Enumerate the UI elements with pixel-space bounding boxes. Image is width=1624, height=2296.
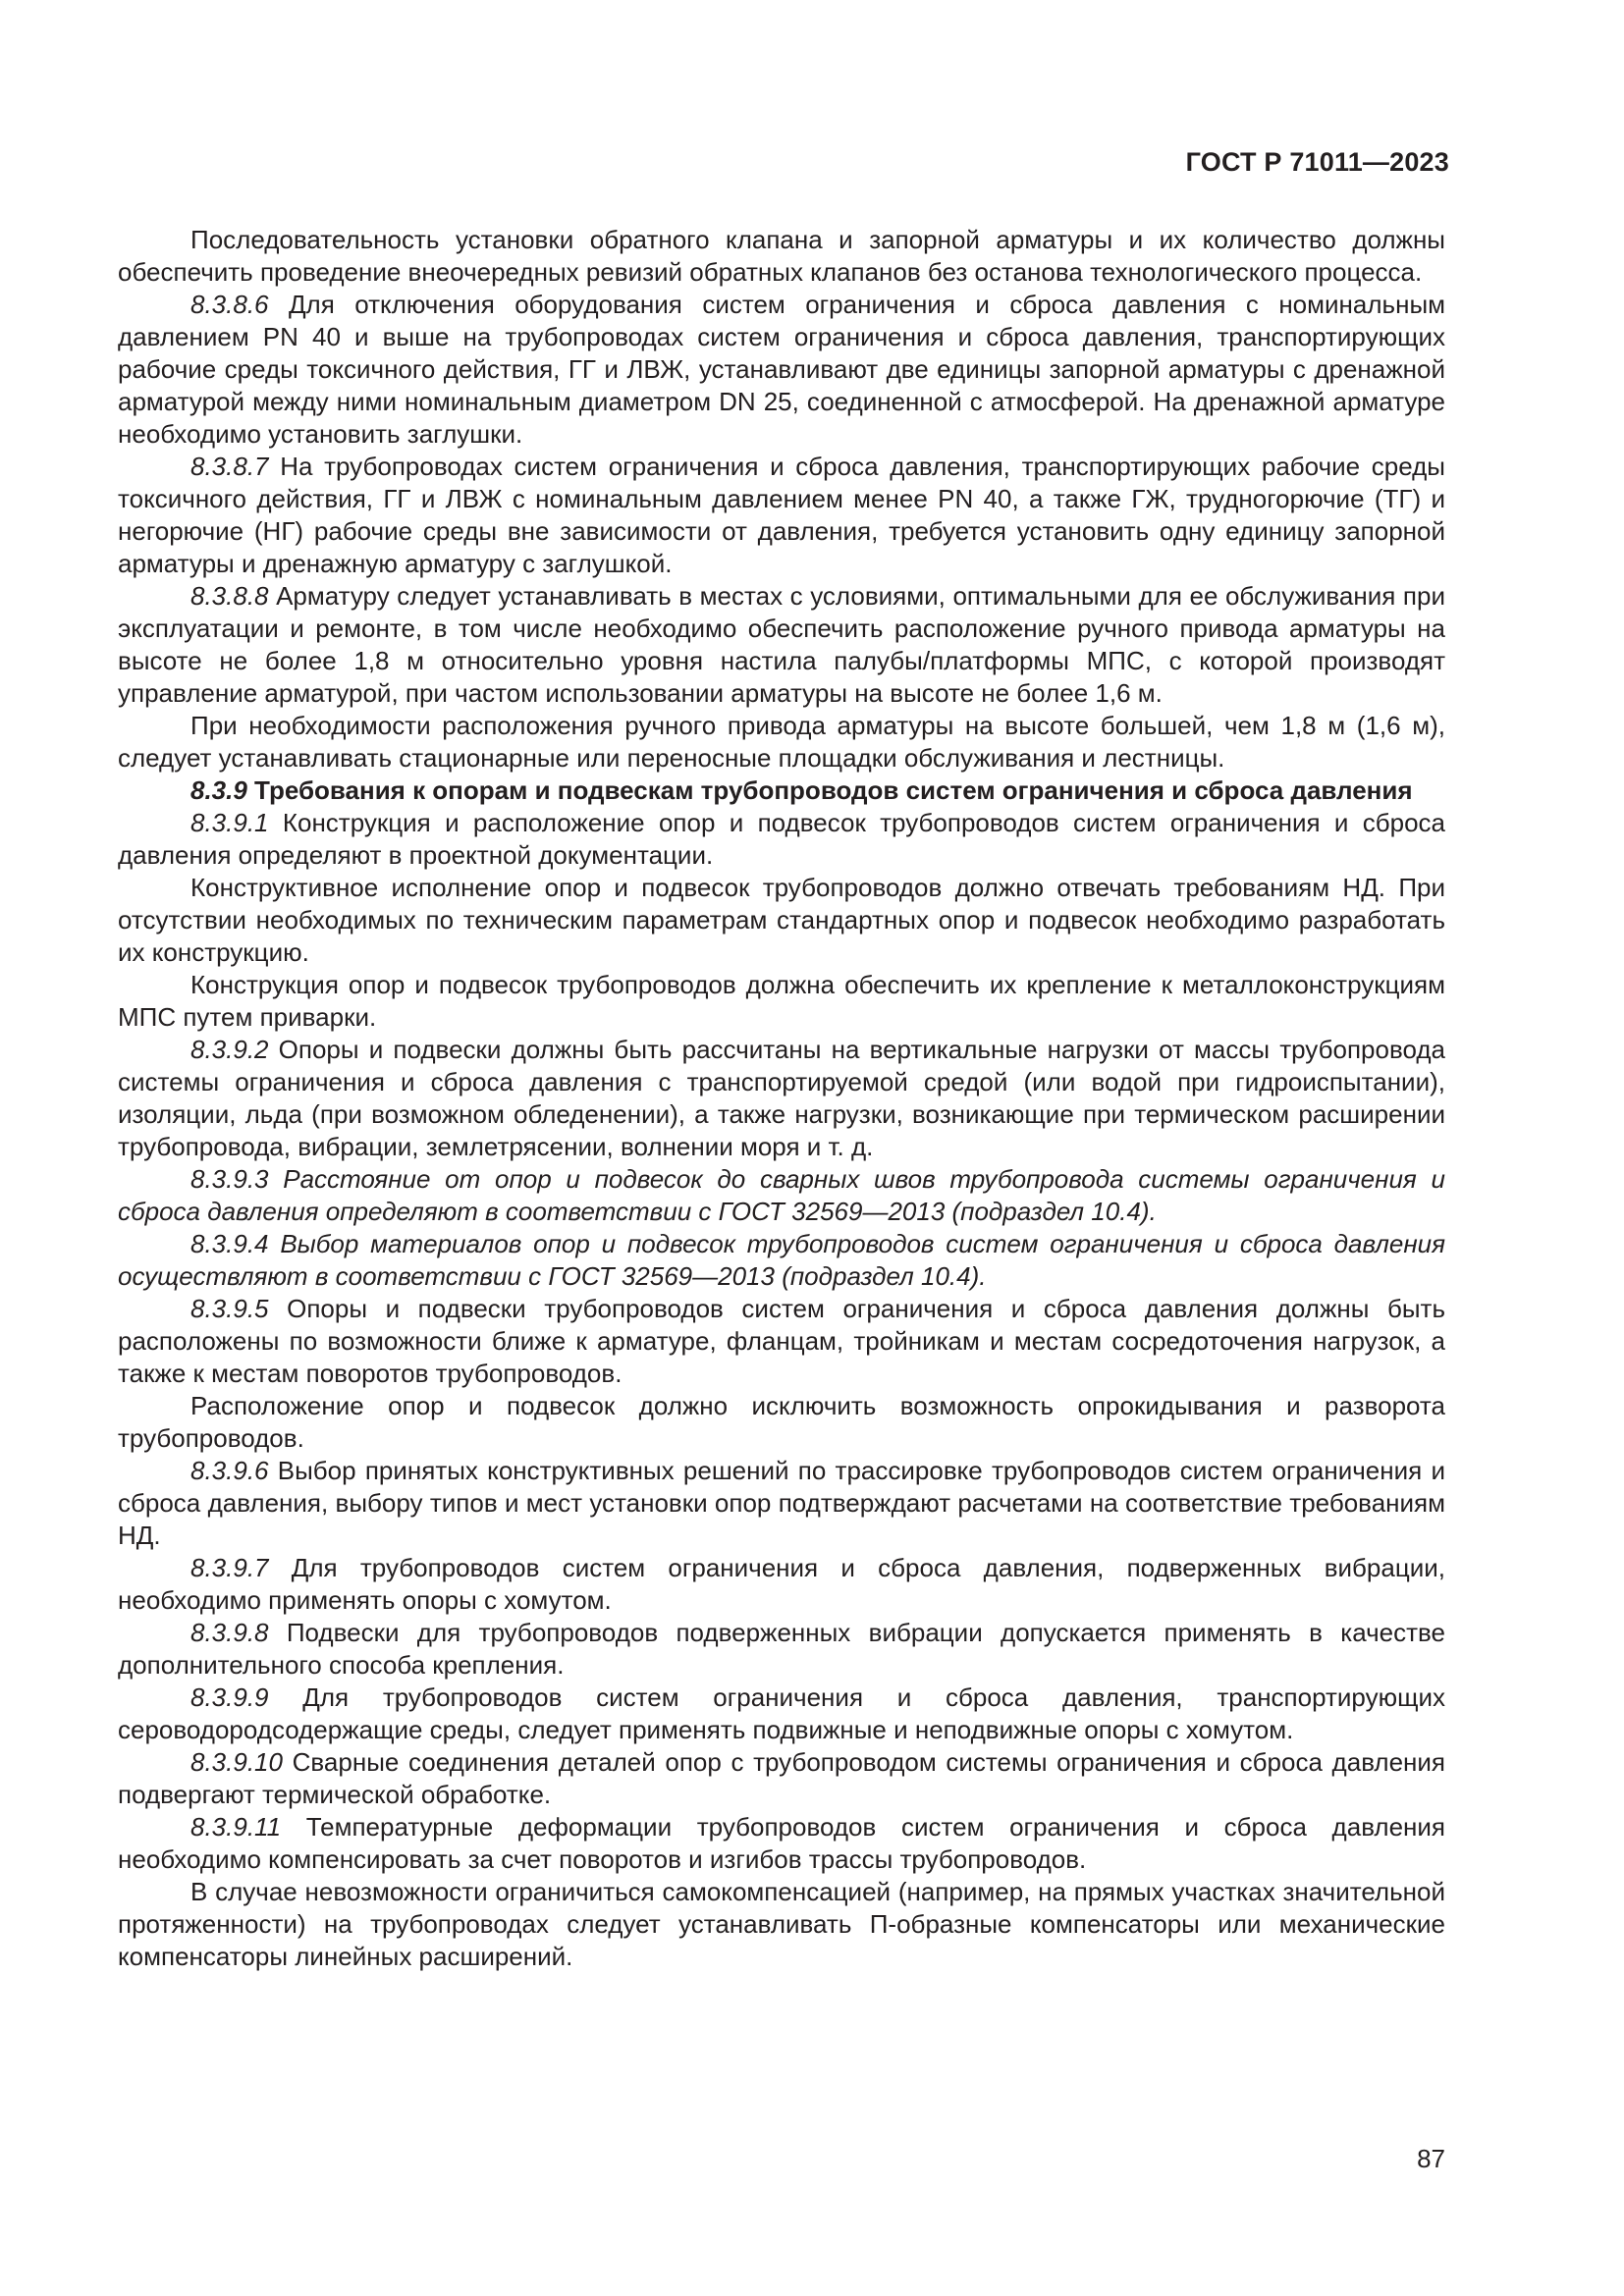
paragraph-text: На трубопроводах систем ограничения и сброса давления, транспортирующих рабочие среды токсичного действия, ГГ и ЛВЖ с номинальным давлением менее PN 40, а также ГЖ, трудногорючие (ТГ) и негорючие (НГ) рабочие среды вне зависимости от давления, требуется установить одну единицу запорной арматуры и дренажную арматуру с заглушкой. — [118, 452, 1445, 578]
paragraph-text: Конструкция и расположение опор и подвесок трубопроводов систем ограничения и сброса давления определяют в проектной документации. — [118, 808, 1445, 870]
paragraph — [118, 969, 1445, 1034]
paragraph — [118, 1034, 1445, 1163]
clause-number: 8.3.9.9 — [190, 1682, 269, 1712]
paragraph — [118, 1811, 1445, 1876]
paragraph — [118, 1390, 1445, 1455]
document-body — [118, 224, 1445, 1973]
clause-number: 8.3.9.3 — [190, 1164, 269, 1194]
paragraph-text: Расстояние от опор и подвесок до сварных швов трубопровода системы ограничения и сброса давления определяют в соответствии с ГОСТ 32569—2013 (подраздел 10.4). — [118, 1164, 1445, 1226]
clause-number: 8.3.9.8 — [190, 1618, 269, 1647]
paragraph-text: Сварные соединения деталей опор с трубопроводом системы ограничения и сброса давления подвергают термической обработке. — [118, 1747, 1445, 1809]
paragraph-text: Температурные деформации трубопроводов систем ограничения и сброса давления необходимо компенсировать за счет поворотов и изгибов трассы трубопроводов. — [118, 1812, 1445, 1874]
clause-number: 8.3.9.10 — [190, 1747, 283, 1777]
paragraph — [118, 1552, 1445, 1617]
clause-number: 8.3.8.6 — [190, 290, 269, 319]
paragraph-text: Конструкция опор и подвесок трубопроводов должна обеспечить их крепление к металлоконструкциям МПС путем приварки. — [118, 970, 1445, 1032]
paragraph-text: Выбор материалов опор и подвесок трубопроводов систем ограничения и сброса давления осуществляют в соответствии с ГОСТ 32569—2013 (подраздел 10.4). — [118, 1229, 1445, 1291]
paragraph-text: Опоры и подвески трубопроводов систем ограничения и сброса давления должны быть расположены по возможности ближе к арматуре, фланцам, тройникам и местам сосредоточения нагрузок, а также к местам поворотов трубопроводов. — [118, 1294, 1445, 1388]
clause-number: 8.3.8.8 — [190, 581, 269, 611]
paragraph — [118, 710, 1445, 774]
paragraph — [118, 1228, 1445, 1293]
paragraph-text: Для отключения оборудования систем ограничения и сброса давления с номинальным давлением PN 40 и выше на трубопроводах систем ограничения и сброса давления, транспортирующих рабочие среды токсичного действия, ГГ и ЛВЖ, устанавливают две единицы запорной арматуры с дренажной арматурой между ними номинальным диаметром DN 25, соединенной с атмосферой. На дренажной арматуре необходимо установить заглушки. — [118, 290, 1445, 449]
document-header: ГОСТ Р 71011—2023 — [1185, 147, 1449, 177]
paragraph — [118, 1455, 1445, 1552]
clause-number: 8.3.9.4 — [190, 1229, 269, 1258]
paragraph — [118, 1746, 1445, 1811]
paragraph — [118, 451, 1445, 580]
paragraph-text: При необходимости расположения ручного привода арматуры на высоте большей, чем 1,8 м (1,6 м), следует устанавливать стационарные или переносные площадки обслуживания и лестницы. — [118, 711, 1445, 773]
page-number: 87 — [1417, 2144, 1445, 2173]
paragraph — [118, 807, 1445, 872]
clause-number: 8.3.9.6 — [190, 1456, 269, 1485]
clause-number: 8.3.9.1 — [190, 808, 269, 837]
clause-number: 8.3.9.5 — [190, 1294, 269, 1323]
clause-number: 8.3.9.7 — [190, 1553, 269, 1582]
paragraph-text: Последовательность установки обратного клапана и запорной арматуры и их количество должны обеспечить проведение внеочередных ревизий обратных клапанов без останова технологического процесса. — [118, 225, 1445, 287]
heading-text: Требования к опорам и подвескам трубопроводов систем ограничения и сброса давления — [246, 775, 1413, 805]
paragraph — [118, 580, 1445, 710]
paragraph-text: Выбор принятых конструктивных решений по трассировке трубопроводов систем ограничения и сброса давления, выбору типов и мест установки опор подтверждают расчетами на соответствие требованиям НД. — [118, 1456, 1445, 1550]
paragraph-text: Для трубопроводов систем ограничения и сброса давления, подверженных вибрации, необходимо применять опоры с хомутом. — [118, 1553, 1445, 1615]
paragraph — [118, 1163, 1445, 1228]
paragraph — [118, 1876, 1445, 1973]
paragraph-text: Расположение опор и подвесок должно исключить возможность опрокидывания и разворота трубопроводов. — [118, 1391, 1445, 1453]
paragraph-text: Для трубопроводов систем ограничения и сброса давления, транспортирующих сероводородсодержащие среды, следует применять подвижные и неподвижные опоры с хомутом. — [118, 1682, 1445, 1744]
clause-number: 8.3.9.11 — [190, 1812, 282, 1842]
clause-number: 8.3.9 — [190, 775, 247, 805]
paragraph-text: В случае невозможности ограничиться самокомпенсацией (например, на прямых участках значительной протяженности) на трубопроводах следует устанавливать П-образные компенсаторы или механические компенсаторы линейных расширений. — [118, 1877, 1445, 1971]
clause-number: 8.3.9.2 — [190, 1035, 269, 1064]
clause-number: 8.3.8.7 — [190, 452, 269, 481]
paragraph-text: Арматуру следует устанавливать в местах с условиями, оптимальными для ее обслуживания при эксплуатации и ремонте, в том числе необходимо обеспечить расположение ручного привода арматуры на высоте не более 1,8 м относительно уровня настила палубы/платформы МПС, с которой производят управление арматурой, при частом использовании арматуры на высоте не более 1,6 м. — [118, 581, 1445, 708]
paragraph — [118, 1293, 1445, 1390]
paragraph — [118, 872, 1445, 969]
paragraph — [118, 1617, 1445, 1682]
paragraph-text: Конструктивное исполнение опор и подвесок трубопроводов должно отвечать требованиям НД. При отсутствии необходимых по техническим параметрам стандартных опор и подвесок необходимо разработать их конструкцию. — [118, 873, 1445, 967]
section-heading — [118, 774, 1445, 807]
paragraph-text: Опоры и подвески должны быть рассчитаны на вертикальные нагрузки от массы трубопровода системы ограничения и сброса давления с транспортируемой средой (или водой при гидроиспытании), изоляции, льда (при возможном обледенении), а также нагрузки, возникающие при термическом расширении трубопровода, вибрации, землетрясении, волнении моря и т. д. — [118, 1035, 1445, 1161]
paragraph-text: Подвески для трубопроводов подверженных вибрации допускается применять в качестве дополнительного способа крепления. — [118, 1618, 1445, 1680]
paragraph — [118, 224, 1445, 289]
paragraph — [118, 1682, 1445, 1746]
paragraph — [118, 289, 1445, 451]
